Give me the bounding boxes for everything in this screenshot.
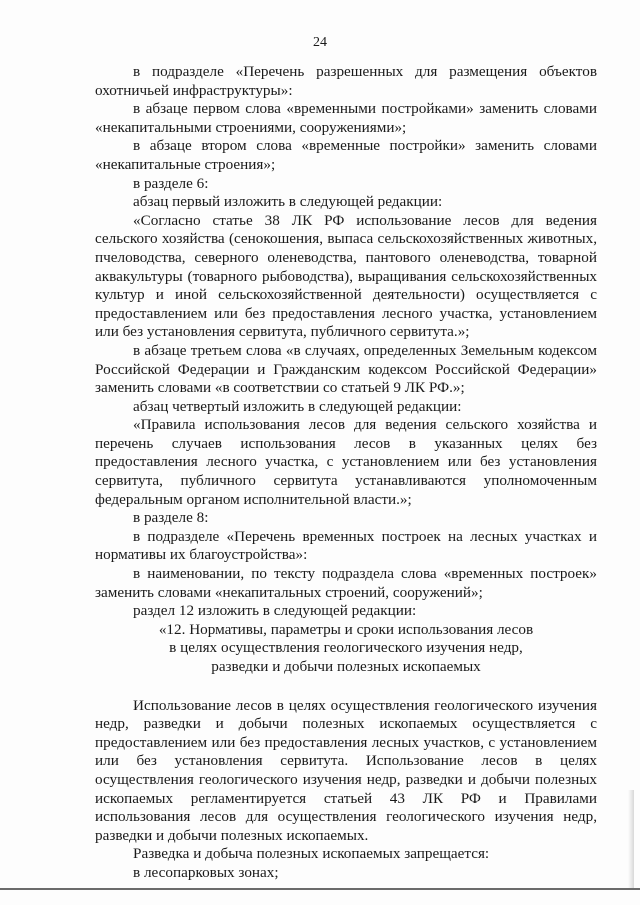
paragraph: в абзаце втором слова «временные постройки» заменить словами «некапитальные строения»; — [95, 137, 597, 173]
paragraph: абзац четвертый изложить в следующей редакции: — [133, 397, 462, 415]
paragraph: «Согласно статье 38 ЛК РФ использование лесов для ведения сельского хозяйства (сенокошения, выпаса сельскохозяйственных животных, пчеловодства, северного оленеводства, пантового оленеводства, товарной аквакультуры (товарного рыбоводства), выращивания сельскохозяйственных культур и иной сельскохозяйственной деятельности) осуществляется с предоставлением или без предоставления лесного участка, установлением или без установления сервитута, публичного сервитута.»; — [95, 211, 597, 341]
paragraph: абзац первый изложить в следующей редакции: — [133, 193, 443, 211]
paragraph: в разделе 6: — [133, 174, 209, 192]
section-title — [95, 621, 597, 677]
scan-edge-shadow — [628, 790, 634, 888]
paragraph: в подразделе «Перечень разрешенных для размещения объектов охотничьей инфраструктуры»: — [95, 63, 597, 99]
paragraph: Использование лесов в целях осуществления геологического изучения недр, разведки и добычи полезных ископаемых осуществляется с предоставлением или без предоставления лесных участков, с установлением или без установления сервитута. Использование лесов в целях осуществления геологического изучения недр, разведки и добычи полезных ископаемых регламентируется статьей 43 ЛК РФ и Правилами использования лесов для осуществления геологического изучения недр, разведки и добычи полезных ископаемых. — [95, 696, 597, 844]
page-number: 24 — [313, 35, 327, 50]
section-title-line: «12. Нормативы, параметры и сроки использования лесов — [158, 620, 534, 638]
spacer — [95, 677, 597, 697]
paragraph: Разведка и добыча полезных ископаемых запрещается: — [133, 845, 490, 863]
scan-bottom-edge — [0, 888, 640, 890]
section-title-line: в целях осуществления геологического изучения недр, — [169, 639, 523, 657]
paragraph: «Правила использования лесов для ведения сельского хозяйства и перечень случаев использования лесов в указанных целях без предоставления лесного участка, с установлением или без установления сервитута, публичного сервитута устанавливаются уполномоченным федеральным органом исполнительной власти.»; — [95, 416, 597, 508]
paragraph: в абзаце первом слова «временными постройками» заменить словами «некапитальными строениями, сооружениями»; — [95, 100, 597, 136]
paragraph: в наименовании, по тексту подраздела слова «временных построек» заменить словами «некапитальных строений, сооружений»; — [95, 565, 597, 601]
paragraph: в абзаце третьем слова «в случаях, определенных Земельным кодексом Российской Федерации и Гражданским кодексом Российской Федерации» заменить словами «в соответствии со статьей 9 ЛК РФ.»; — [95, 341, 597, 397]
paragraph: в разделе 8: — [133, 509, 209, 527]
document-body — [95, 63, 597, 883]
paragraph: в лесопарковых зонах; — [133, 863, 279, 881]
paragraph: раздел 12 изложить в следующей редакции: — [133, 602, 417, 620]
section-title-line: разведки и добычи полезных ископаемых — [211, 658, 481, 675]
paragraph: в подразделе «Перечень временных построек на лесных участках и нормативы их благоустройства»: — [95, 527, 597, 564]
